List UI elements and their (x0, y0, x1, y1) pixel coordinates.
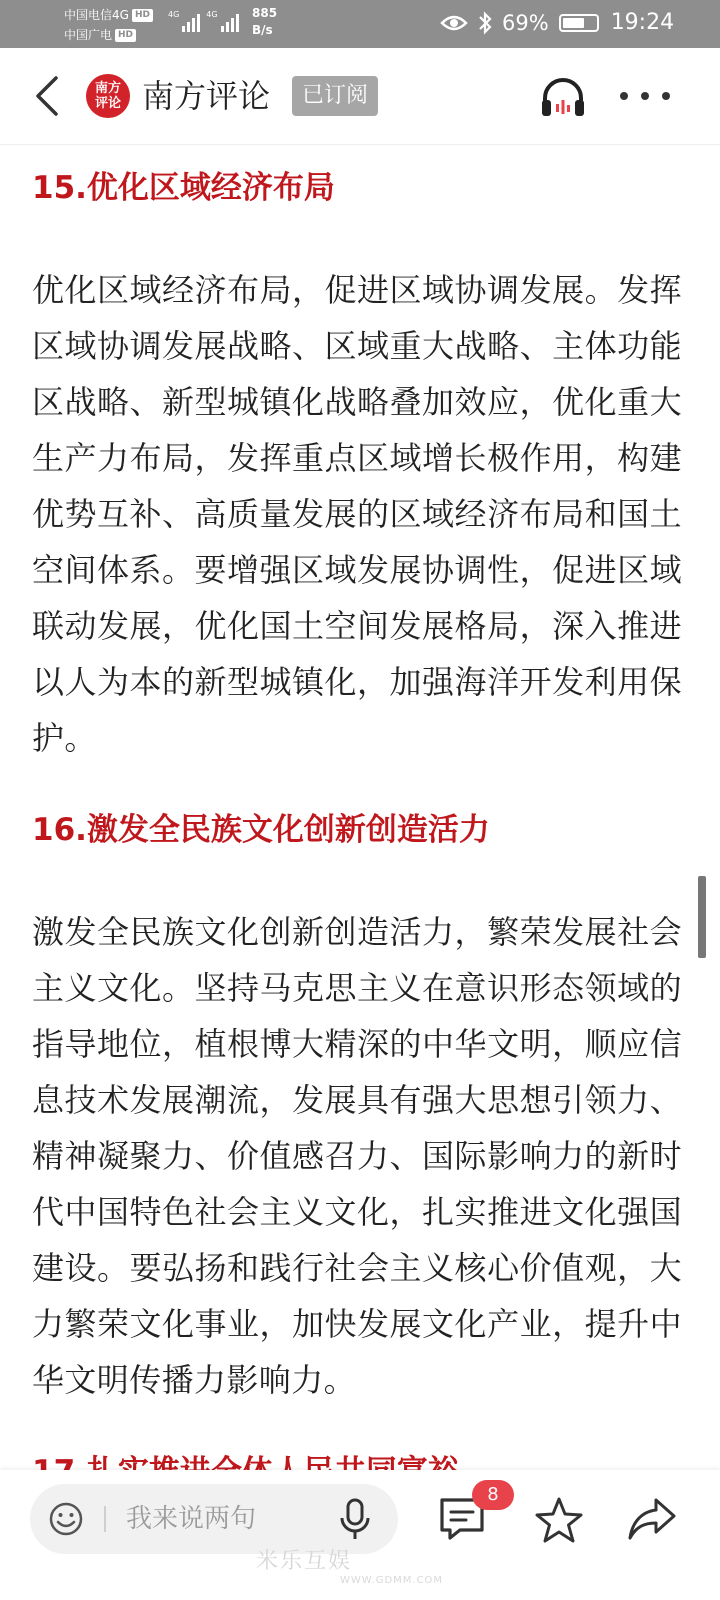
eye-icon (440, 13, 468, 33)
headphones-icon[interactable] (540, 76, 586, 118)
source-logo[interactable] (86, 74, 130, 118)
section-16-title: 16.激发全民族文化创新创造活力 (32, 812, 490, 848)
microphone-icon[interactable] (338, 1498, 372, 1542)
network-speed (252, 5, 277, 39)
signal-icons (168, 10, 239, 32)
bottom-action-bar (0, 1470, 720, 1600)
signal-1-label: 4G (168, 10, 180, 19)
status-right-icons (440, 10, 674, 35)
comment-divider (104, 1506, 106, 1532)
network-speed-unit: B/s (252, 23, 273, 37)
carrier-2-name: 中国广电 (64, 28, 113, 42)
carrier-info (64, 5, 153, 45)
carrier-1-hd-badge: HD (132, 9, 153, 22)
star-icon[interactable] (534, 1496, 584, 1544)
signal-2-icon (206, 10, 238, 32)
battery-percent: 69% (502, 10, 549, 35)
more-dots-icon[interactable] (620, 84, 670, 108)
bluetooth-icon (478, 11, 492, 35)
watermark-text: 米乐互娱 (256, 1549, 353, 1574)
battery-icon (559, 14, 599, 32)
section-15-paragraph: 优化区域经济布局，促进区域协调发展。发挥区域协调发展战略、区域重大战略、主体功能区战略、新型城镇化战略叠加效应，优化重大生产力布局，发挥重点区域增长极作用，构建优势互补、高质量发展的区域经济布局和国土空间体系。要增强区域发展协调性，促进区域联动发展，优化国土空间发展格局，深入推进以人为本的新型城镇化，加强海洋开发利用保护。 (32, 271, 682, 757)
article-header (0, 48, 720, 145)
share-icon[interactable] (626, 1496, 678, 1542)
source-name[interactable]: 南方评论 (142, 77, 271, 115)
carrier-1-name: 中国电信4G (64, 8, 129, 22)
section-15-title: 15.优化区域经济布局 (32, 170, 335, 206)
signal-1-icon (168, 10, 200, 32)
clock: 19:24 (610, 10, 675, 35)
source-logo-text: 南方评论 (94, 81, 121, 111)
comment-count-badge: 8 (472, 1480, 514, 1510)
section-16-paragraph: 激发全民族文化创新创造活力，繁荣发展社会主义文化。坚持马克思主义在意识形态领域的指导地位，植根博大精深的中华文明，顺应信息技术发展潮流，发展具有强大思想引领力、精神凝聚力、价值感召力、国际影响力的新时代中国特色社会主义文化，扎实推进文化强国建设。要弘扬和践行社会主义核心价值观，大力繁荣文化事业，加快发展文化产业，提升中华文明传播力影响力。 (32, 913, 682, 1399)
network-speed-value: 885 (252, 6, 278, 20)
status-bar (0, 0, 720, 48)
comment-placeholder: 我来说两句 (126, 1504, 257, 1534)
scrollbar-thumb[interactable] (698, 876, 706, 958)
subscribed-button[interactable]: 已订阅 (292, 76, 378, 116)
watermark-url: WWW.GDMM.COM (340, 1575, 444, 1586)
watermark (256, 1544, 443, 1586)
emoji-icon[interactable] (48, 1501, 84, 1537)
back-button[interactable] (28, 74, 68, 118)
carrier-2-hd-badge: HD (115, 29, 136, 42)
signal-2-label: 4G (206, 10, 218, 19)
